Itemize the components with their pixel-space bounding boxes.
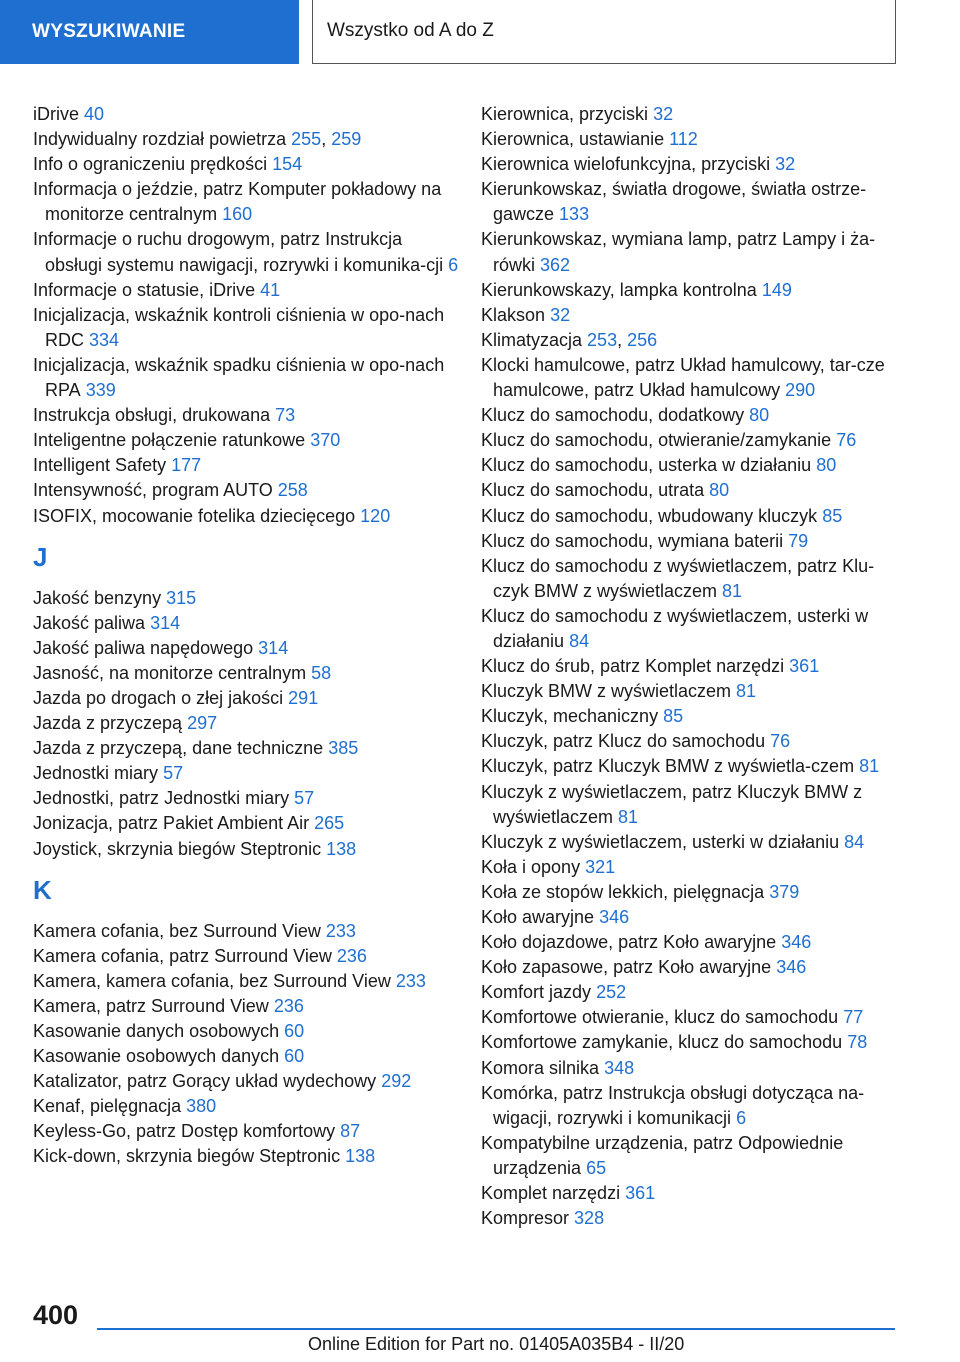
- page-ref-link[interactable]: 346: [781, 932, 812, 953]
- index-entry-text: Klakson: [481, 304, 546, 325]
- index-entry: [33, 611, 463, 636]
- index-entry: [33, 686, 463, 711]
- page-ref-link[interactable]: 138: [326, 838, 357, 859]
- index-entry-text: Inicjalizacja, wskaźnik spadku ciśnienia w opo‐nach RPA: [33, 354, 445, 401]
- page-ref-link[interactable]: 314: [150, 612, 181, 633]
- index-entry-text: Kasowanie osobowych danych: [33, 1046, 280, 1067]
- page-ref-link[interactable]: 291: [288, 687, 319, 708]
- index-entry: [33, 586, 463, 611]
- page-ref-link[interactable]: 6: [736, 1107, 747, 1128]
- index-entry: [33, 919, 463, 944]
- page-ref-link[interactable]: 259: [331, 129, 362, 150]
- index-entry-text: Komfortowe zamykanie, klucz do samochodu: [481, 1032, 843, 1053]
- page-ref-link[interactable]: 40: [84, 104, 105, 124]
- index-entry-text: Koło zapasowe, patrz Koło awaryjne: [481, 957, 772, 978]
- index-entry-text: Komora silnika: [481, 1057, 600, 1078]
- page-ref-link[interactable]: 380: [186, 1096, 217, 1117]
- page-ref-link[interactable]: 321: [585, 856, 616, 877]
- index-entry-text: Kluczyk, mechaniczny: [481, 706, 659, 727]
- page-ref-link[interactable]: 84: [844, 831, 865, 852]
- index-entry: [481, 1081, 901, 1131]
- page-ref-link[interactable]: 362: [540, 254, 571, 275]
- page-ref-link[interactable]: 120: [360, 505, 391, 526]
- index-entry-text: Informacje o statusie, iDrive: [33, 279, 256, 300]
- page-ref-link[interactable]: 255: [291, 129, 322, 150]
- index-entry-text: Kluczyk, patrz Klucz do samochodu: [481, 731, 766, 752]
- page-ref-link[interactable]: 6: [448, 254, 459, 275]
- page-ref-link[interactable]: 258: [277, 480, 308, 501]
- index-entry: [33, 1069, 463, 1094]
- index-entry: [481, 554, 901, 604]
- page-ref-link[interactable]: 57: [163, 763, 184, 784]
- page-ref-link[interactable]: 334: [89, 329, 120, 350]
- page-ref-link[interactable]: 290: [785, 380, 816, 401]
- index-entry: [481, 604, 901, 654]
- index-entry-text: Kenaf, pielęgnacja: [33, 1096, 182, 1117]
- index-entry-text: Jonizacja, patrz Pakiet Ambient Air: [33, 813, 310, 834]
- index-entry: [33, 944, 463, 969]
- page-ref-link[interactable]: 233: [325, 920, 356, 941]
- index-entry: Klimatyzacja 253, 256: [481, 329, 658, 350]
- page-ref-link[interactable]: 60: [284, 1046, 305, 1067]
- index-entry: [33, 227, 463, 277]
- page-number: 400: [33, 1300, 79, 1330]
- index-entry: [481, 428, 901, 453]
- index-entry: [33, 1094, 463, 1119]
- page-ref-link[interactable]: 265: [314, 813, 345, 834]
- page-ref-link[interactable]: 346: [776, 957, 807, 978]
- footer-divider: [97, 1328, 895, 1330]
- index-entry: [33, 711, 463, 736]
- index-entry-text: Klucz do śrub, patrz Komplet narzędzi: [481, 656, 785, 677]
- page-ref-link[interactable]: 233: [395, 970, 426, 991]
- section-tab-search[interactable]: WYSZUKIWANIE: [0, 0, 299, 64]
- index-entry-text: Intelligent Safety: [33, 455, 167, 476]
- page-ref-link[interactable]: 32: [550, 304, 571, 325]
- index-entry-text: Komfortowe otwieranie, klucz do samochodu: [481, 1007, 839, 1028]
- page-ref-link[interactable]: 253: [587, 329, 618, 350]
- page-ref-link[interactable]: 361: [625, 1183, 656, 1204]
- index-entry: [481, 855, 901, 880]
- index-entry-text: Jazda z przyczepą: [33, 713, 183, 734]
- page-ref-link[interactable]: 73: [275, 405, 296, 426]
- page-ref-link[interactable]: 133: [559, 204, 590, 225]
- index-entry-text: Info o ograniczeniu prędkości: [33, 154, 268, 175]
- index-entry: [481, 955, 901, 980]
- index-entry-text: Klucz do samochodu, wymiana baterii: [481, 530, 784, 551]
- index-entry-text: Jednostki miary: [33, 763, 159, 784]
- index-entry-text: Klucz do samochodu, utrata: [481, 480, 705, 501]
- index-entry: [33, 278, 463, 303]
- index-entry-text: Kierunkowskaz, wymiana lamp, patrz Lampy i ża‐rówki: [481, 229, 876, 275]
- index-entry: [33, 969, 463, 994]
- index-entry-text: Jakość benzyny: [33, 587, 162, 608]
- page-ref-link[interactable]: 76: [836, 430, 857, 451]
- index-entry: [481, 278, 901, 303]
- index-entry: [481, 830, 901, 855]
- page-ref-link[interactable]: 81: [618, 806, 639, 827]
- page-ref-link[interactable]: 60: [284, 1021, 305, 1041]
- index-entry-text: Kick-down, skrzynia biegów Steptronic: [33, 1146, 341, 1167]
- index-entry-text: ISOFIX, mocowanie fotelika dziecięcego: [33, 505, 356, 526]
- index-entry-text: Komfort jazdy: [481, 982, 592, 1003]
- index-entry-text: Klimatyzacja: [481, 329, 583, 350]
- index-entry-text: Koła i opony: [481, 856, 581, 877]
- index-entry-text: Informacje o ruchu drogowym, patrz Instrukcja obsługi systemu nawigacji, rozrywki i komunika‐cji: [33, 229, 444, 275]
- index-entry: [481, 930, 901, 955]
- page-ref-link[interactable]: 149: [761, 279, 792, 300]
- index-entry: [481, 177, 901, 227]
- index-entry: [481, 127, 901, 152]
- index-entry: [481, 729, 901, 754]
- index-entry-text: Intensywność, program AUTO: [33, 480, 273, 501]
- page-ref-link[interactable]: 32: [775, 154, 796, 175]
- index-entry: [481, 704, 901, 729]
- index-entry-text: Joystick, skrzynia biegów Steptronic: [33, 838, 322, 859]
- page-ref-link[interactable]: 379: [769, 881, 800, 902]
- index-entry: [33, 353, 463, 403]
- index-entry-text: Kompatybilne urządzenia, patrz Odpowiednie urządzenia: [481, 1132, 844, 1178]
- page-ref-link[interactable]: 85: [663, 706, 684, 727]
- edition-note: Online Edition for Part no. 01405A035B4 - II/20: [308, 1334, 685, 1354]
- index-entry: [33, 303, 463, 353]
- page-ref-link[interactable]: 256: [627, 329, 658, 350]
- index-letter-heading: J: [33, 541, 48, 572]
- index-entry-text: Kompresor: [481, 1208, 570, 1229]
- page-ref-link[interactable]: 80: [749, 405, 770, 426]
- page-ref-link[interactable]: 138: [345, 1146, 376, 1167]
- page-ref-link[interactable]: 85: [822, 505, 843, 526]
- index-entry-text: Kierownica, ustawianie: [481, 129, 665, 150]
- index-entry-text: Kluczyk, patrz Kluczyk BMW z wyświetla‐czem: [481, 756, 855, 777]
- index-entry: [481, 654, 901, 679]
- index-entry-text: iDrive: [33, 104, 80, 124]
- index-entry-text: Kierownica, przyciski: [481, 104, 649, 124]
- page-ref-link[interactable]: 370: [310, 430, 341, 451]
- index-entry-text: Keyless-Go, patrz Dostęp komfortowy: [33, 1121, 336, 1142]
- page-ref-link[interactable]: 348: [604, 1057, 635, 1078]
- page-header: [0, 0, 960, 66]
- page-ref-link[interactable]: 84: [569, 630, 590, 651]
- index-entry-text: Klocki hamulcowe, patrz Układ hamulcowy, tar‐cze hamulcowe, patrz Układ hamulcowy: [481, 354, 885, 401]
- index-entry: [481, 905, 901, 930]
- index-entry-text: Kamera cofania, bez Surround View: [33, 920, 321, 941]
- index-entry: [481, 478, 901, 503]
- index-entry: [33, 504, 463, 529]
- index-entry-text: Klucz do samochodu z wyświetlaczem, usterki w działaniu: [481, 605, 869, 651]
- index-entry: [481, 1206, 901, 1231]
- index-entry-text: Jakość paliwa: [33, 612, 146, 633]
- index-entry-text: Kamera, kamera cofania, bez Surround View: [33, 970, 391, 991]
- page-ref-link[interactable]: 339: [85, 380, 116, 401]
- page-ref-link[interactable]: 361: [789, 656, 820, 677]
- index-entry: [481, 780, 901, 830]
- index-entry: [33, 428, 463, 453]
- index-entry: [33, 736, 463, 761]
- page-ref-link[interactable]: 81: [736, 681, 757, 702]
- index-entry-text: Jazda po drogach o złej jakości: [33, 687, 284, 708]
- index-entry: [33, 102, 463, 127]
- index-entry: [33, 837, 463, 862]
- page-ref-link[interactable]: 32: [653, 104, 674, 124]
- page-ref-link[interactable]: 385: [328, 738, 359, 759]
- page-ref-link[interactable]: 160: [222, 204, 253, 225]
- index-entry-text: Komplet narzędzi: [481, 1183, 621, 1204]
- page-ref-link[interactable]: 236: [273, 995, 304, 1016]
- page-ref-link[interactable]: 65: [586, 1157, 607, 1178]
- index-entry: [33, 1119, 463, 1144]
- index-entry-text: Informacja o jeździe, patrz Komputer pokładowy na monitorze centralnym: [33, 179, 442, 225]
- index-entry-text: Jasność, na monitorze centralnym: [33, 662, 307, 683]
- page-ref-link[interactable]: 236: [336, 945, 367, 966]
- index-entry: [481, 303, 901, 328]
- index-entry-text: Klucz do samochodu, wbudowany kluczyk: [481, 505, 818, 526]
- index-entry-text: Klucz do samochodu, dodatkowy: [481, 405, 745, 426]
- index-entry: [481, 529, 901, 554]
- index-entry-text: Inteligentne połączenie ratunkowe: [33, 430, 306, 451]
- index-entry-text: Klucz do samochodu, otwieranie/zamykanie: [481, 430, 832, 451]
- page-ref-link[interactable]: 154: [272, 154, 303, 175]
- index-entry: [481, 980, 901, 1005]
- index-entry: [33, 403, 463, 428]
- page-ref-link[interactable]: 177: [171, 455, 202, 476]
- page-ref-link[interactable]: 252: [596, 982, 627, 1003]
- index-column-left: [33, 102, 463, 1170]
- page-ref-link[interactable]: 81: [722, 580, 743, 601]
- index-entry-text: Kierunkowskazy, lampka kontrolna: [481, 279, 757, 300]
- index-entry-text: Jakość paliwa napędowego: [33, 637, 254, 658]
- index-entry: [33, 1044, 463, 1069]
- index-column-right: [481, 102, 901, 1231]
- index-entry-text: Kierownica wielofunkcyjna, przyciski: [481, 154, 771, 175]
- page-ref-link[interactable]: 328: [574, 1208, 605, 1229]
- index-entry: [33, 478, 463, 503]
- index-letter-heading: K: [33, 874, 52, 905]
- index-entry-text: Kluczyk z wyświetlaczem, usterki w działaniu: [481, 831, 840, 852]
- page-ref-link[interactable]: 315: [166, 587, 197, 608]
- index-entry-text: Klucz do samochodu z wyświetlaczem, patrz Klu‐czyk BMW z wyświetlaczem: [481, 555, 875, 601]
- index-entry: [481, 403, 901, 428]
- index-entry: [33, 811, 463, 836]
- page-ref-link[interactable]: 77: [843, 1007, 864, 1028]
- page-ref-link[interactable]: 79: [788, 530, 809, 551]
- index-entry-text: Klucz do samochodu, usterka w działaniu: [481, 455, 812, 476]
- index-entry-text: Kamera cofania, patrz Surround View: [33, 945, 332, 966]
- page-ref-link[interactable]: 78: [847, 1032, 868, 1053]
- index-entry-text: Koło awaryjne: [481, 907, 595, 927]
- index-entry: [481, 1131, 901, 1181]
- index-entry: [33, 1019, 463, 1044]
- index-entry: [33, 661, 463, 686]
- page-ref-link[interactable]: 346: [599, 907, 630, 927]
- index-entry: [33, 636, 463, 661]
- page-ref-link[interactable]: 297: [187, 713, 218, 734]
- page-ref-link[interactable]: 112: [669, 129, 698, 150]
- index-entry-text: Komórka, patrz Instrukcja obsługi dotycząca na‐wigacji, rozrywki i komunikacji: [481, 1082, 865, 1128]
- index-entry-text: Kluczyk z wyświetlaczem, patrz Kluczyk BMW z wyświetlaczem: [481, 781, 863, 827]
- page-ref-link[interactable]: 58: [311, 662, 332, 683]
- index-entry: [33, 453, 463, 478]
- index-entry: [33, 761, 463, 786]
- index-entry: [33, 177, 463, 227]
- page-ref-link[interactable]: 314: [258, 637, 289, 658]
- index-entry: [481, 754, 901, 779]
- index-entry: [481, 679, 901, 704]
- index-entry: [33, 152, 463, 177]
- index-entry-text: Inicjalizacja, wskaźnik kontroli ciśnienia w opo‐nach RDC: [33, 304, 445, 350]
- index-entry: [481, 1030, 901, 1055]
- index-entry-text: Indywidualny rozdział powietrza: [33, 129, 287, 150]
- page-ref-link[interactable]: 81: [859, 756, 880, 777]
- index-entry: [481, 353, 901, 403]
- page-ref-link[interactable]: 80: [709, 480, 730, 501]
- index-entry: [481, 453, 901, 478]
- page-ref-link[interactable]: 80: [816, 455, 837, 476]
- page-ref-link[interactable]: 87: [340, 1121, 361, 1142]
- index-entry-text: Kamera, patrz Surround View: [33, 995, 269, 1016]
- index-entry: [33, 786, 463, 811]
- section-title: Wszystko od A do Z: [312, 0, 896, 64]
- index-entry-text: Koła ze stopów lekkich, pielęgnacja: [481, 881, 765, 902]
- index-entry: [33, 994, 463, 1019]
- index-entry: [481, 880, 901, 905]
- index-entry: Indywidualny rozdział powietrza 255, 259: [33, 129, 362, 150]
- index-entry: [481, 1181, 901, 1206]
- page-ref-link[interactable]: 41: [260, 279, 281, 300]
- index-entry: [481, 152, 901, 177]
- index-entry: [481, 1056, 901, 1081]
- index-entry-text: Kluczyk BMW z wyświetlaczem: [481, 681, 732, 702]
- index-entry-text: Jednostki, patrz Jednostki miary: [33, 788, 290, 809]
- index-entry: [481, 1005, 901, 1030]
- index-entry: [481, 102, 901, 127]
- index-entry-text: Kasowanie danych osobowych: [33, 1021, 280, 1041]
- index-entry-text: Jazda z przyczepą, dane techniczne: [33, 738, 324, 759]
- page-ref-link[interactable]: 292: [381, 1071, 412, 1092]
- index-entry-text: Katalizator, patrz Gorący układ wydechowy: [33, 1071, 377, 1092]
- index-entry-text: Kierunkowskaz, światła drogowe, światła ostrze‐gawcze: [481, 179, 867, 225]
- index-entry: [33, 1144, 463, 1169]
- index-entry: [481, 227, 901, 277]
- index-entry: [481, 504, 901, 529]
- page-ref-link[interactable]: 76: [770, 731, 791, 752]
- index-entry-text: Koło dojazdowe, patrz Koło awaryjne: [481, 932, 777, 953]
- index-entry-text: Instrukcja obsługi, drukowana: [33, 405, 271, 426]
- page-ref-link[interactable]: 57: [294, 788, 315, 809]
